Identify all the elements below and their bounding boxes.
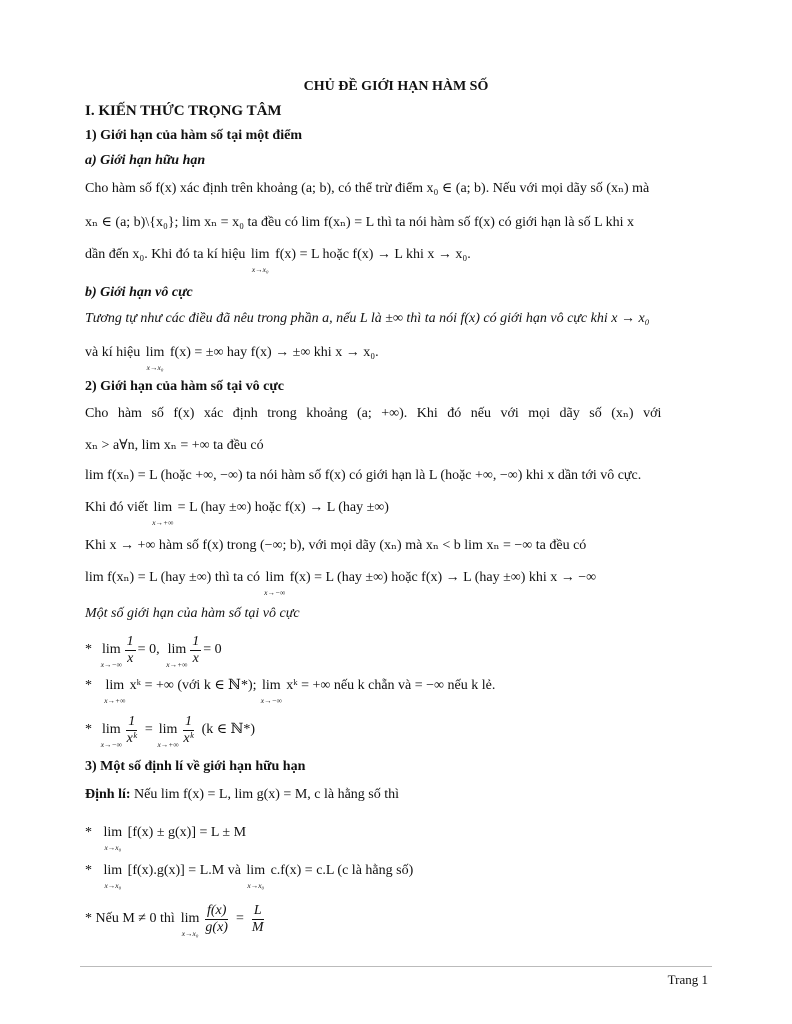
paragraph-3-line-4: Khi đó viết lim x→+∞ = L (hay ±∞) hoặc f(x) → L (hay ±∞) xyxy=(85,500,389,527)
limit-operator: lim x→+∞ xyxy=(166,642,188,669)
page-title: CHỦ ĐỀ GIỚI HẠN HÀM SỐ xyxy=(303,79,489,94)
limit-operator: lim x→+∞ xyxy=(157,722,179,749)
rule-product: * lim x→x₀ [f(x).g(x)] = L.M và lim x→x₀ c.f(x) = c.L (c là hằng số) xyxy=(85,863,414,890)
subsection-heading-2: 2) Giới hạn của hàm số tại vô cực xyxy=(85,379,284,394)
subsection-heading-1a: a) Giới hạn hữu hạn xyxy=(85,153,206,168)
subsection-heading-3: 3) Một số định lí về giới hạn hữu hạn xyxy=(85,759,306,774)
subsection-heading-1: 1) Giới hạn của hàm số tại một điểm xyxy=(85,128,302,143)
note-heading: Một số giới hạn của hàm số tại vô cực xyxy=(85,606,300,621)
paragraph-4-line-2: lim f(xₙ) = L (hay ±∞) thì ta có lim x→−∞ f(x) = L (hay ±∞) hoặc f(x) → L (hay ±∞) khi x → −∞ xyxy=(85,570,597,597)
limit-operator: lim x→x₀ xyxy=(103,863,123,890)
fraction: $\frac{1}{x}$ xyxy=(192,633,200,666)
limit-operator: lim x→−∞ xyxy=(264,570,286,597)
section-heading: I. KIẾN THỨC TRỌNG TÂM xyxy=(85,103,282,119)
subsection-heading-1b: b) Giới hạn vô cực xyxy=(85,285,193,300)
limit-operator: lim x→x₀ xyxy=(145,345,165,372)
limit-operator: lim x→x₀ xyxy=(103,825,123,852)
limit-operator: lim x→−∞ xyxy=(100,722,122,749)
limit-operator: lim x→x₀ xyxy=(180,911,200,938)
paragraph-1-line-1: Cho hàm số f(x) xác định trên khoảng (a; b), có thể trừ điểm x₀ ∈ (a; b). Nếu với mọi dãy số (xₙ) mà xyxy=(85,181,650,196)
formula-power: * lim x→+∞ xᵏ = +∞ (với k ∈ ℕ*); lim x→−∞ xᵏ = +∞ nếu k chẵn và = −∞ nếu k lẻ. xyxy=(85,678,496,705)
limit-operator: lim x→x₀ xyxy=(250,247,270,274)
fraction: $\frac{1}{\text{xᵏ}}$ xyxy=(126,713,137,746)
limit-operator: lim x→+∞ xyxy=(152,500,174,527)
footer-divider xyxy=(80,966,712,967)
theorem: Định lí: Nếu lim f(x) = L, lim g(x) = M, c là hằng số thì xyxy=(85,787,400,802)
page-number: Trang 1 xyxy=(667,972,708,987)
formula-reciprocal-power: * lim x→−∞ $\frac{1}{\text{xᵏ}}$ = lim x→+∞ $\frac{1}{\text{xᵏ}}$ (k ∈ ℕ*) xyxy=(85,713,256,749)
paragraph-1-line-3: dần đến x₀. Khi đó ta kí hiệu lim x→x₀ f(x) = L hoặc f(x) → L khi x → x₀. xyxy=(85,247,471,274)
limit-operator: lim x→−∞ xyxy=(100,642,122,669)
formula-reciprocal: * lim x→−∞ $\frac{1}{x}$ = 0, lim x→+∞ $\frac{1}{x}$ = 0 xyxy=(85,633,222,669)
limit-operator: lim x→+∞ xyxy=(104,678,126,705)
paragraph-4-line-1: Khi x → +∞ hàm số f(x) trong (−∞; b), với mọi dãy (xₙ) mà xₙ < b lim xₙ = −∞ ta đều có xyxy=(85,538,587,553)
fraction: $\frac{1}{\text{xᵏ}}$ xyxy=(183,713,194,746)
paragraph-3-line-3: lim f(xₙ) = L (hoặc +∞, −∞) ta nói hàm số f(x) có giới hạn là L (hoặc +∞, −∞) khi x dần tới vô cực. xyxy=(85,468,642,483)
fraction: $\frac{L}{M}$ xyxy=(251,902,264,935)
paragraph-3-line-1: Cho hàm số f(x) xác định trong khoảng (a; +∞). Khi đó nếu với mọi dãy số (xₙ) với xyxy=(85,406,662,421)
fraction: $\frac{f(x)}{g(x)}$ xyxy=(205,902,228,935)
limit-operator: lim x→x₀ xyxy=(246,863,266,890)
paragraph-2-line-2: và kí hiệu lim x→x₀ f(x) = ±∞ hay f(x) → ±∞ khi x → x₀. xyxy=(85,345,379,372)
paragraph-3-line-2: xₙ > a∀n, lim xₙ = +∞ ta đều có xyxy=(85,438,264,453)
fraction: $\frac{1}{x}$ xyxy=(126,633,134,666)
paragraph-2-line-1: Tương tự như các điều đã nêu trong phần a, nếu L là ±∞ thì ta nói f(x) có giới hạn vô cực khi x → x₀ xyxy=(85,311,650,326)
limit-operator: lim x→−∞ xyxy=(260,678,282,705)
paragraph-1-line-2: xₙ ∈ (a; b)\{x₀}; lim xₙ = x₀ ta đều có lim f(xₙ) = L thì ta nói hàm số f(x) có giới hạn là số L khi x xyxy=(85,215,635,230)
rule-sum: * lim x→x₀ [f(x) ± g(x)] = L ± M xyxy=(85,825,247,852)
rule-quotient: * Nếu M ≠ 0 thì lim x→x₀ $\frac{f(x)}{g(x)}$ = $\frac{L}{M}$ xyxy=(85,902,264,938)
